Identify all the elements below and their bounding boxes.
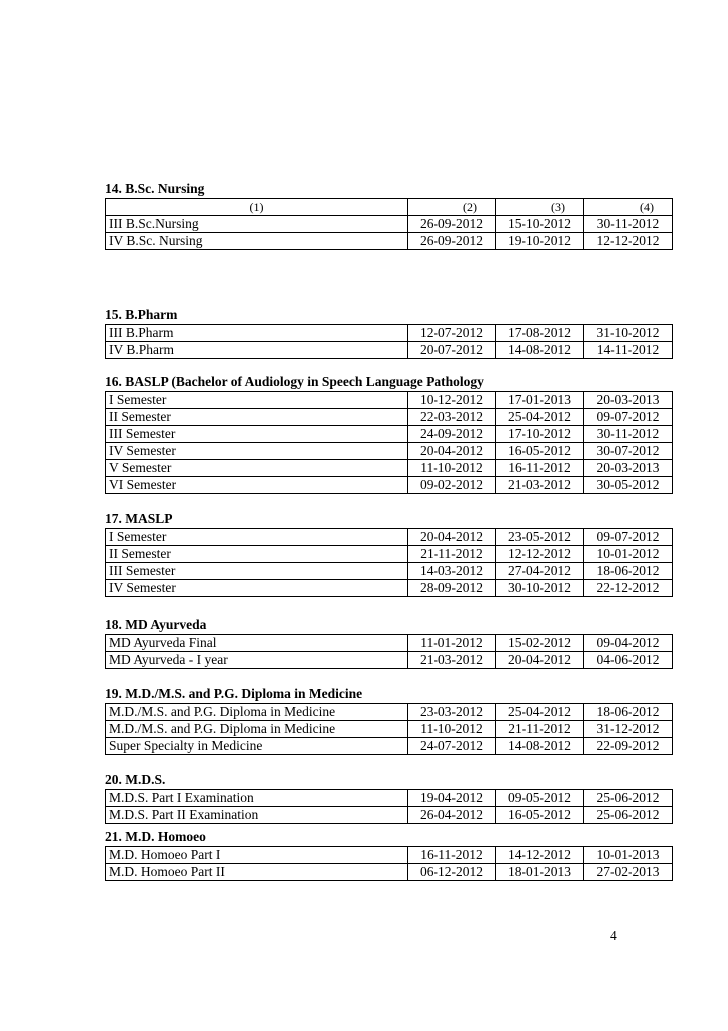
date-cell: 21-03-2012 (496, 477, 584, 494)
course-cell: VI Semester (106, 477, 408, 494)
date-cell: 12-12-2012 (584, 233, 673, 250)
date-cell: 25-04-2012 (496, 704, 584, 721)
section-md-ms-pg-diploma (105, 686, 672, 755)
date-cell: 09-02-2012 (408, 477, 496, 494)
table-row (106, 807, 673, 824)
table-row (106, 325, 673, 342)
date-cell: 16-05-2012 (496, 807, 584, 824)
table-row (106, 790, 673, 807)
section-heading: 14. B.Sc. Nursing (105, 181, 205, 196)
date-cell: 11-01-2012 (408, 635, 496, 652)
date-cell: 22-03-2012 (408, 409, 496, 426)
schedule-table (105, 528, 673, 597)
date-cell: 23-03-2012 (408, 704, 496, 721)
date-cell: 12-07-2012 (408, 325, 496, 342)
date-cell: 24-09-2012 (408, 426, 496, 443)
table-row (106, 477, 673, 494)
date-cell: 10-01-2012 (584, 546, 673, 563)
table-row (106, 635, 673, 652)
table-row (106, 580, 673, 597)
date-cell: 10-01-2013 (584, 847, 673, 864)
date-cell: 20-04-2012 (408, 529, 496, 546)
date-cell: 16-11-2012 (496, 460, 584, 477)
course-cell: M.D.S. Part II Examination (106, 807, 408, 824)
date-cell: 30-11-2012 (584, 426, 673, 443)
date-cell: 18-01-2013 (496, 864, 584, 881)
section-heading: 21. M.D. Homoeo (105, 829, 206, 844)
date-cell: 14-08-2012 (496, 342, 584, 359)
date-cell: 17-08-2012 (496, 325, 584, 342)
date-cell: 22-09-2012 (584, 738, 673, 755)
section-heading: 15. B.Pharm (105, 307, 178, 322)
section-bpharm (105, 307, 672, 359)
schedule-table (105, 789, 673, 824)
table-row (106, 342, 673, 359)
course-cell: IV Semester (106, 580, 408, 597)
date-cell: 30-11-2012 (584, 216, 673, 233)
section-heading: 16. BASLP (Bachelor of Audiology in Speech Language Pathology (105, 374, 484, 389)
schedule-table (105, 324, 673, 359)
schedule-table (105, 634, 673, 669)
date-cell: 16-11-2012 (408, 847, 496, 864)
date-cell: 26-04-2012 (408, 807, 496, 824)
column-header: (3) (496, 199, 584, 216)
date-cell: 30-05-2012 (584, 477, 673, 494)
course-cell: MD Ayurveda - I year (106, 652, 408, 669)
date-cell: 23-05-2012 (496, 529, 584, 546)
date-cell: 06-12-2012 (408, 864, 496, 881)
course-cell: III B.Sc.Nursing (106, 216, 408, 233)
table-row (106, 443, 673, 460)
table-row (106, 426, 673, 443)
table-row (106, 652, 673, 669)
section-heading: 19. M.D./M.S. and P.G. Diploma in Medicine (105, 686, 363, 701)
schedule-table (105, 391, 673, 494)
date-cell: 15-02-2012 (496, 635, 584, 652)
date-cell: 14-12-2012 (496, 847, 584, 864)
table-row (106, 864, 673, 881)
date-cell: 20-04-2012 (496, 652, 584, 669)
date-cell: 15-10-2012 (496, 216, 584, 233)
table-header-row (106, 199, 673, 216)
date-cell: 18-06-2012 (584, 563, 673, 580)
table-row (106, 392, 673, 409)
course-cell: Super Specialty in Medicine (106, 738, 408, 755)
course-cell: MD Ayurveda Final (106, 635, 408, 652)
date-cell: 17-10-2012 (496, 426, 584, 443)
section-heading: 17. MASLP (105, 511, 173, 526)
date-cell: 22-12-2012 (584, 580, 673, 597)
date-cell: 21-11-2012 (496, 721, 584, 738)
table-row (106, 563, 673, 580)
column-header: (1) (106, 199, 408, 216)
date-cell: 11-10-2012 (408, 460, 496, 477)
date-cell: 09-05-2012 (496, 790, 584, 807)
date-cell: 20-03-2013 (584, 392, 673, 409)
section-heading: 20. M.D.S. (105, 772, 166, 787)
column-header: (4) (584, 199, 673, 216)
table-row (106, 704, 673, 721)
section-maslp (105, 511, 672, 597)
date-cell: 20-03-2013 (584, 460, 673, 477)
date-cell: 12-12-2012 (496, 546, 584, 563)
section-heading: 18. MD Ayurveda (105, 617, 207, 632)
date-cell: 25-06-2012 (584, 807, 673, 824)
table-row (106, 847, 673, 864)
date-cell: 21-03-2012 (408, 652, 496, 669)
date-cell: 30-10-2012 (496, 580, 584, 597)
course-cell: V Semester (106, 460, 408, 477)
table-row (106, 721, 673, 738)
date-cell: 21-11-2012 (408, 546, 496, 563)
date-cell: 16-05-2012 (496, 443, 584, 460)
date-cell: 10-12-2012 (408, 392, 496, 409)
date-cell: 18-06-2012 (584, 704, 673, 721)
course-cell: I Semester (106, 392, 408, 409)
course-cell: I Semester (106, 529, 408, 546)
date-cell: 31-12-2012 (584, 721, 673, 738)
course-cell: IV B.Pharm (106, 342, 408, 359)
table-row (106, 529, 673, 546)
section-md-ayurveda (105, 617, 672, 669)
table-row (106, 738, 673, 755)
schedule-table (105, 703, 673, 755)
date-cell: 04-06-2012 (584, 652, 673, 669)
section-bsc-nursing (105, 181, 672, 250)
date-cell: 09-04-2012 (584, 635, 673, 652)
course-cell: IV B.Sc. Nursing (106, 233, 408, 250)
date-cell: 14-03-2012 (408, 563, 496, 580)
date-cell: 24-07-2012 (408, 738, 496, 755)
course-cell: II Semester (106, 546, 408, 563)
course-cell: M.D./M.S. and P.G. Diploma in Medicine (106, 721, 408, 738)
section-md-homoeo (105, 829, 672, 881)
date-cell: 31-10-2012 (584, 325, 673, 342)
section-mds (105, 772, 672, 824)
date-cell: 26-09-2012 (408, 233, 496, 250)
date-cell: 25-04-2012 (496, 409, 584, 426)
section-baslp (105, 374, 672, 494)
course-cell: II Semester (106, 409, 408, 426)
table-row (106, 546, 673, 563)
column-header: (2) (408, 199, 496, 216)
date-cell: 26-09-2012 (408, 216, 496, 233)
schedule-table (105, 846, 673, 881)
date-cell: 27-04-2012 (496, 563, 584, 580)
course-cell: III Semester (106, 426, 408, 443)
date-cell: 19-04-2012 (408, 790, 496, 807)
date-cell: 17-01-2013 (496, 392, 584, 409)
page-number: 4 (610, 928, 617, 943)
date-cell: 14-11-2012 (584, 342, 673, 359)
date-cell: 14-08-2012 (496, 738, 584, 755)
date-cell: 27-02-2013 (584, 864, 673, 881)
course-cell: M.D.S. Part I Examination (106, 790, 408, 807)
course-cell: III B.Pharm (106, 325, 408, 342)
date-cell: 30-07-2012 (584, 443, 673, 460)
date-cell: 20-04-2012 (408, 443, 496, 460)
schedule-table (105, 198, 673, 250)
course-cell: M.D./M.S. and P.G. Diploma in Medicine (106, 704, 408, 721)
date-cell: 28-09-2012 (408, 580, 496, 597)
course-cell: M.D. Homoeo Part I (106, 847, 408, 864)
date-cell: 11-10-2012 (408, 721, 496, 738)
table-row (106, 216, 673, 233)
table-row (106, 460, 673, 477)
course-cell: III Semester (106, 563, 408, 580)
table-row (106, 233, 673, 250)
date-cell: 09-07-2012 (584, 409, 673, 426)
date-cell: 19-10-2012 (496, 233, 584, 250)
date-cell: 20-07-2012 (408, 342, 496, 359)
table-row (106, 409, 673, 426)
course-cell: IV Semester (106, 443, 408, 460)
date-cell: 25-06-2012 (584, 790, 673, 807)
course-cell: M.D. Homoeo Part II (106, 864, 408, 881)
date-cell: 09-07-2012 (584, 529, 673, 546)
